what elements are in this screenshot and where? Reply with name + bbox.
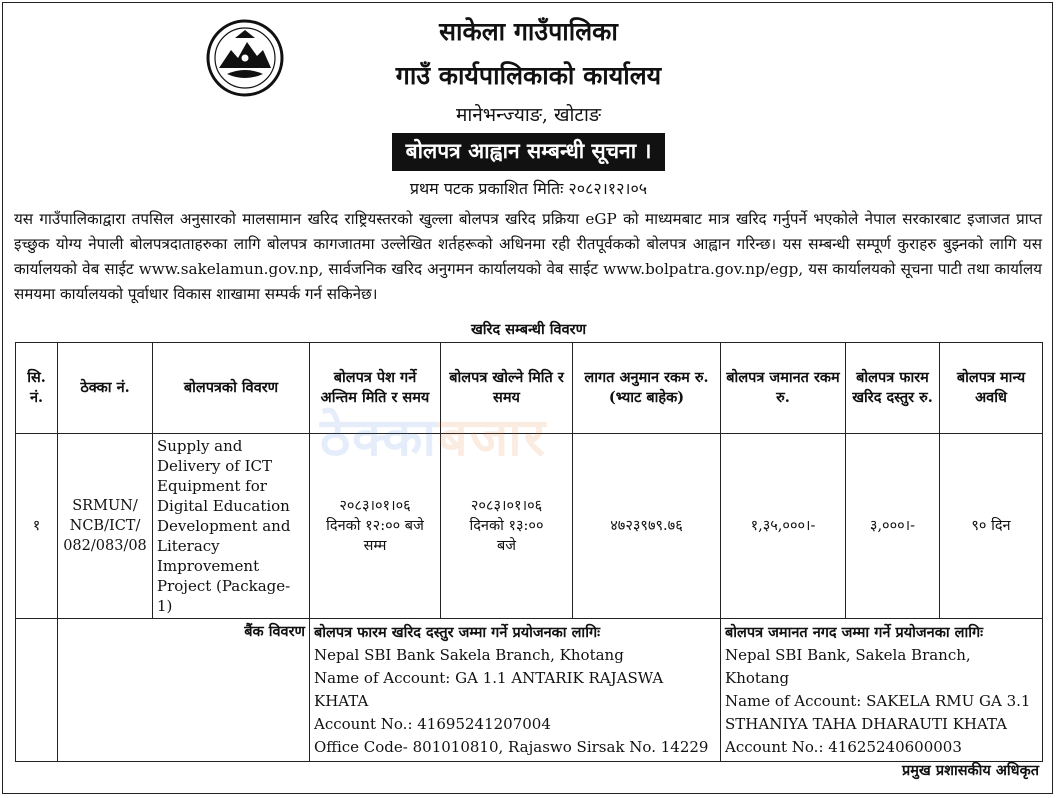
bank-row — [16, 619, 1043, 762]
fee-line: Nepal SBI Bank Sakela Branch, Khotang — [314, 646, 624, 664]
header-sn: सि. नं. — [16, 343, 58, 434]
bank-security-details — [721, 619, 1043, 762]
bank-label: बैंक विवरण — [58, 619, 310, 762]
header-contract-no: ठेक्का नं. — [58, 343, 153, 434]
notice-banner: बोलपत्र आह्वान सम्बन्धी सूचना । — [392, 133, 666, 171]
security-heading: बोलपत्र जमानत नगद जम्मा गर्ने प्रयोजनका लागिः — [725, 624, 984, 641]
header-submission: बोलपत्र पेश गर्ने अन्तिम मिति र समय — [310, 343, 441, 434]
fee-line: Name of Account: GA 1.1 ANTARIK RAJASWA KHATA — [314, 669, 664, 710]
opening-time: दिनको १३:०० बजे — [469, 518, 544, 554]
cell-description: Supply and Delivery of ICT Equipment for Digital Education Development and Literacy Improvement Project (Package-1) — [153, 434, 310, 619]
header-description: बोलपत्रको विवरण — [153, 343, 310, 434]
watermark-part-2: बजार — [437, 408, 547, 468]
published-date: प्रथम पटक प्रकाशित मितिः २०८२।१२।०५ — [409, 179, 648, 198]
opening-date: २०८३।०१।०६ — [470, 498, 543, 514]
security-line: Account No.: 41625240600003 — [725, 738, 962, 756]
table-row — [16, 434, 1043, 619]
fee-line: Account No.: 41695241207004 — [314, 715, 551, 733]
cell-cost-estimate: ४७२३९७९.७६ — [573, 434, 721, 619]
header-validity: बोलपत्र मान्य अवधि — [940, 343, 1043, 434]
signature-title: प्रमुख प्रशासकीय अधिकृत — [902, 762, 1039, 779]
cell-form-fee: ३,०००।- — [846, 434, 940, 619]
municipality-title: साकेला गाउँपालिका — [439, 17, 618, 46]
cell-validity: ९० दिन — [940, 434, 1043, 619]
notice-banner-wrap — [0, 133, 1057, 171]
cell-bid-security: १,३५,०००।- — [721, 434, 846, 619]
fee-heading: बोलपत्र फारम खरिद दस्तुर जम्मा गर्ने प्रयोजनका लागिः — [314, 624, 601, 641]
office-title: गाउँ कार्यपालिकाको कार्यालय — [395, 61, 662, 90]
cell-submission — [310, 434, 441, 619]
table-caption: खरिद सम्बन्धी विवरण — [470, 321, 587, 338]
submission-date: २०८३।०१।०६ — [339, 498, 411, 514]
cell-contract-no: SRMUN/ NCB/ICT/ 082/083/08 — [58, 434, 153, 619]
table-header-row — [16, 343, 1043, 434]
watermark-part-1: ठेक्का — [320, 408, 438, 468]
bank-sn-empty — [16, 619, 58, 762]
office-location: मानेभन्ज्याङ, खोटाङ — [455, 104, 602, 126]
cell-sn: १ — [16, 434, 58, 619]
cell-opening — [441, 434, 573, 619]
procurement-table — [15, 342, 1043, 762]
bank-fee-details — [310, 619, 721, 762]
header-bid-security: बोलपत्र जमानत रकम रु. — [721, 343, 846, 434]
header-cost-estimate: लागत अनुमान रकम रु. (भ्याट बाहेक) — [573, 343, 721, 434]
security-line: Name of Account: SAKELA RMU GA 3.1 STHANIYA TAHA DHARAUTI KHATA — [725, 692, 1031, 733]
submission-time: दिनको १२:०० बजे सम्म — [326, 518, 424, 554]
header-opening: बोलपत्र खोल्ने मिति र समय — [441, 343, 573, 434]
header-form-fee: बोलपत्र फारम खरिद दस्तुर रु. — [846, 343, 940, 434]
fee-line: Office Code- 801010810, Rajaswo Sirsak No. 14229 — [314, 738, 709, 756]
security-line: Nepal SBI Bank, Sakela Branch, Khotang — [725, 646, 971, 687]
notice-paragraph: यस गाउँपालिकाद्वारा तपसिल अनुसारको मालसामान खरिद राष्ट्रियस्तरको खुल्ला बोलपत्र खरिद प्रक्रिया eGP को माध्यमबाट मात्र खरिद गर्नुपर्ने भएकोले नेपाल सरकारबाट इजाजत प्राप्त इच्छुक योग्य नेपाली बोलपत्रदाताहरुका लागि बोलपत्र कागजातमा उल्लेखित शर्तहरूको अधिनमा रही रीतपूर्वकको बोलपत्र आह्वान गरिन्छ। यस सम्बन्धी सम्पूर्ण कुराहरु बुझ्नको लागि यस कार्यालयको वेब साईट www.sakelamun.gov.np, सार्वजनिक खरिद अनुगमन कार्यालयको वेब साईट www.bolpatra.gov.np/egp, यस कार्यालयको सूचना पाटी तथा कार्यालय समयमा कार्यालयको पूर्वाधार विकास शाखामा सम्पर्क गर्न सकिनेछ। — [14, 210, 1042, 303]
